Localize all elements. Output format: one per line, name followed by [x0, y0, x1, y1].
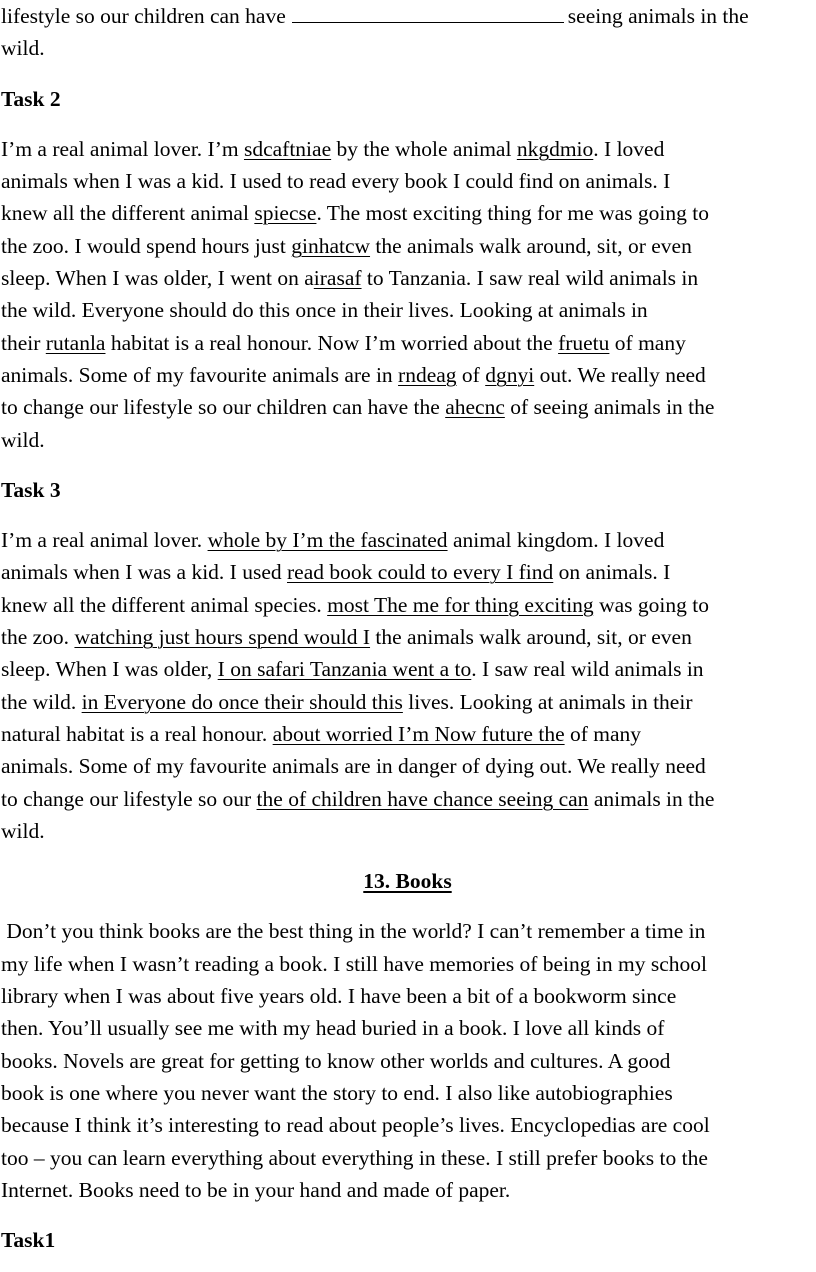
text-line: Internet. Books need to be in your hand and made of paper. [1, 1177, 511, 1202]
text-segment: knew all the different animal species. [1, 592, 328, 617]
underlined-word: most The me for thing exciting [327, 592, 594, 617]
text-line [1, 653, 814, 685]
text-segment: habitat is a real honour. Now I’m worried about the [105, 330, 559, 355]
text-line [1, 686, 814, 718]
text-line: then. You’ll usually see me with my head buried in a book. I love all kinds of [1, 1016, 665, 1041]
text-segment: wild. [1, 818, 45, 843]
spacer [1, 115, 814, 133]
text-line: because I think it’s interesting to read about people’s lives. Encyclopedias are cool [1, 1113, 710, 1138]
text-segment: to change our lifestyle so our [1, 786, 257, 811]
text-segment: of [456, 362, 486, 387]
books-paragraph [1, 915, 814, 1206]
text-line [1, 524, 814, 556]
underlined-word: nkgdmio [516, 136, 594, 161]
text-segment: their [1, 330, 46, 355]
text-segment: lives. Looking at animals in their [402, 689, 693, 714]
text-line [1, 230, 814, 262]
text-line [1, 556, 814, 588]
underlined-word: ahecnc [445, 395, 505, 420]
intro-text-before-blank: lifestyle so our children can have [1, 4, 286, 28]
text-line: my life when I wasn’t reading a book. I still have memories of being in my school [1, 951, 707, 976]
fill-in-blank [292, 0, 564, 23]
task2-heading: Task 2 [1, 86, 61, 111]
text-segment: . I saw real wild animals in [471, 657, 704, 682]
text-line [1, 621, 814, 653]
text-segment: the wild. Everyone should do this once in their lives. Looking at animals in [1, 298, 648, 323]
underlined-word: the of children have chance seeing can [256, 786, 589, 811]
underlined-word: sdcaftniae [243, 136, 332, 161]
text-segment: on animals. I [553, 560, 671, 585]
text-line [1, 133, 814, 165]
intro-line-2: wild. [1, 36, 45, 61]
text-segment: I’m a real animal lover. [1, 528, 208, 553]
text-line [1, 815, 814, 847]
underlined-word: irasaf [313, 266, 362, 291]
text-segment: animals. Some of my favourite animals are in danger of dying out. We really need [1, 754, 706, 779]
task3-heading: Task 3 [1, 477, 61, 502]
text-line: library when I was about five years old. I have been a bit of a bookworm since [1, 984, 677, 1009]
spacer [1, 65, 814, 83]
underlined-word: dgnyi [485, 362, 535, 387]
underlined-word: rndeag [398, 362, 457, 387]
text-segment: the zoo. [1, 625, 75, 650]
task2-paragraph [1, 133, 814, 456]
text-segment: natural habitat is a real honour. [1, 721, 273, 746]
intro-paragraph [1, 0, 814, 65]
text-segment: animals in the [588, 786, 715, 811]
underlined-word: about worried I’m Now future the [272, 721, 565, 746]
text-segment: . I loved [593, 136, 665, 161]
text-segment: the wild. [1, 689, 82, 714]
text-segment: of seeing animals in the [504, 395, 715, 420]
underlined-word: whole by I’m the fascinated [207, 528, 448, 553]
text-line: books. Novels are great for getting to know other worlds and cultures. A good [1, 1048, 671, 1073]
text-segment: knew all the different animal [1, 201, 255, 226]
text-segment: animal kingdom. I loved [447, 528, 665, 553]
underlined-word: I on safari Tanzania went a to [217, 657, 472, 682]
intro-line-1 [1, 0, 814, 32]
text-segment: the animals walk around, sit, or even [370, 625, 692, 650]
task3-paragraph [1, 524, 814, 847]
text-line [1, 262, 814, 294]
text-segment: out. We really need [534, 362, 706, 387]
text-segment: . The most exciting thing for me was going to [316, 201, 709, 226]
text-line [1, 750, 814, 782]
text-segment: was going to [593, 592, 709, 617]
text-segment: by the whole animal [331, 136, 517, 161]
text-line [1, 327, 814, 359]
text-line [1, 589, 814, 621]
spacer [1, 456, 814, 474]
intro-text-after-blank: seeing animals in the [567, 4, 749, 28]
text-segment: the animals walk around, sit, or even [370, 233, 692, 258]
text-line [1, 783, 814, 815]
text-segment: of many [564, 721, 642, 746]
underlined-word: ginhatcw [291, 233, 371, 258]
text-segment: the zoo. I would spend hours just [1, 233, 292, 258]
text-segment: I’m a real animal lover. I’m [1, 136, 244, 161]
text-line [1, 294, 814, 326]
underlined-word: spiecse [254, 201, 317, 226]
text-line [1, 718, 814, 750]
underlined-word: in Everyone do once their should this [81, 689, 403, 714]
text-segment: animals when I was a kid. I used [1, 560, 287, 585]
spacer [1, 1206, 814, 1224]
text-line [1, 165, 814, 197]
underlined-word: watching just hours spend would I [74, 625, 371, 650]
text-segment: to change our lifestyle so our children can have the [1, 395, 446, 420]
underlined-word: fruetu [558, 330, 610, 355]
text-line [1, 197, 814, 229]
text-line [1, 391, 814, 423]
text-segment: sleep. When I was older, I went on a [1, 266, 314, 291]
text-segment: of many [609, 330, 686, 355]
underlined-word: read book could to every I find [287, 560, 554, 585]
spacer [1, 506, 814, 524]
text-segment: animals. Some of my favourite animals are in [1, 362, 399, 387]
text-line: too – you can learn everything about everything in these. I still prefer books to the [1, 1145, 708, 1170]
text-line [1, 424, 814, 456]
text-line: Don’t you think books are the best thing in the world? I can’t remember a time in [1, 919, 706, 944]
text-segment: wild. [1, 427, 45, 452]
underlined-word: rutanla [45, 330, 106, 355]
section-title: 13. Books [363, 869, 452, 894]
text-segment: sleep. When I was older, [1, 657, 218, 682]
text-segment: to Tanzania. I saw real wild animals in [361, 266, 699, 291]
task1-heading: Task1 [1, 1228, 56, 1253]
text-segment: animals when I was a kid. I used to read every book I could find on animals. I [1, 169, 671, 194]
text-line [1, 359, 814, 391]
spacer [1, 847, 814, 865]
text-line: book is one where you never want the story to end. I also like autobiographies [1, 1080, 673, 1105]
spacer [1, 897, 814, 915]
